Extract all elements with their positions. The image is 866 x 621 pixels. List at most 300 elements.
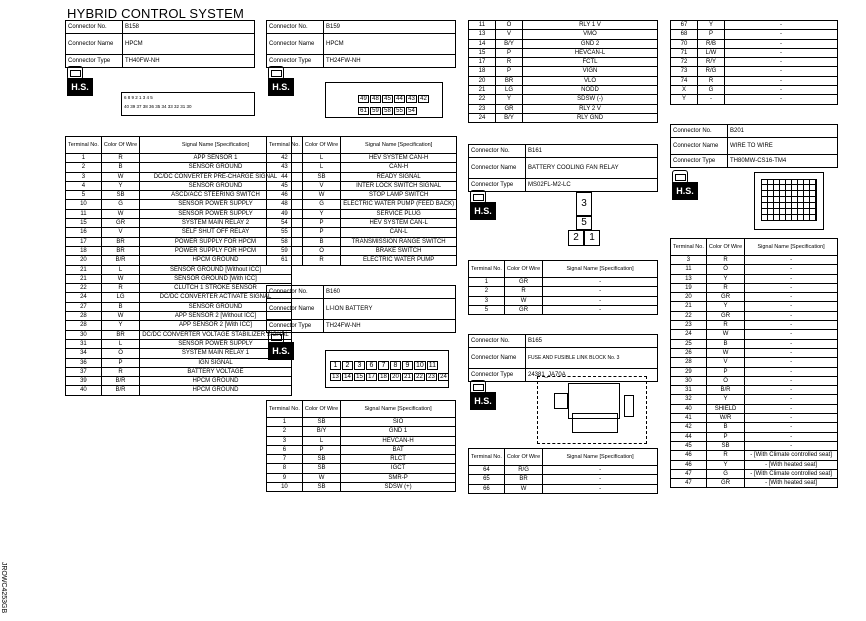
- table-row: [66, 339, 292, 348]
- wire-color: L: [302, 163, 340, 172]
- terminal-number: 20: [671, 293, 707, 302]
- hs-icon: H.S.: [470, 190, 496, 220]
- signal-name: SENSOR GROUND [With ICC]: [140, 274, 292, 283]
- pin-label: 7: [378, 361, 389, 370]
- table-row: [267, 455, 456, 464]
- signal-name: STOP LAMP SWITCH: [341, 191, 457, 200]
- signal-name: SENSOR POWER SUPPLY: [140, 339, 292, 348]
- terminal-number: 20: [469, 76, 496, 85]
- wire-color: P: [706, 432, 744, 441]
- table-row: [267, 256, 457, 265]
- wire-color: G: [698, 86, 725, 95]
- terminal-number: 22: [671, 311, 707, 320]
- wire-color: P: [496, 67, 523, 76]
- wire-color: Y: [302, 209, 340, 218]
- terminal-number: 61: [267, 256, 303, 265]
- signal-name: -: [543, 484, 658, 493]
- table-row: [469, 58, 658, 67]
- b165-connector-face: [537, 376, 647, 444]
- signal-name: APP SENSOR 2 [Without ICC]: [140, 312, 292, 321]
- table-row: [671, 423, 838, 432]
- table-row: [66, 312, 292, 321]
- wire-color: W: [101, 209, 139, 218]
- signal-name: ELECTRIC WATER PUMP: [341, 256, 457, 265]
- terminal-number: 23: [671, 321, 707, 330]
- pin-label: 42: [418, 95, 429, 103]
- b158-connector-face: 6 8 9 2 1 3 4 5 40 39 37 38 36 35 34 33 32 31 30: [121, 92, 255, 116]
- wire-color: R: [706, 256, 744, 265]
- wire-color: W: [101, 172, 139, 181]
- signal-name: -: [745, 423, 838, 432]
- wire-color: P: [302, 228, 340, 237]
- terminal-number: 11: [66, 209, 102, 218]
- pin-label: 24: [438, 373, 449, 381]
- table-row: [66, 358, 292, 367]
- wire-color: BR: [101, 330, 139, 339]
- b201-terminal-table-top: [670, 20, 838, 105]
- signal-name: -: [745, 386, 838, 395]
- terminal-number: 67: [671, 21, 698, 30]
- signal-name: -: [725, 48, 838, 57]
- signal-name: - [With heated seat]: [745, 460, 838, 469]
- table-row: [66, 172, 292, 181]
- b165-header: Connector No. B165 Connector Name FUSE AND FUSIBLE LINK BLOCK No. 3 Connector Type 24381_JA70A: [468, 334, 658, 382]
- terminal-number: Y: [671, 95, 698, 104]
- b158-terminal-table: Terminal No. Color Of Wire Signal Name [Specification] 1 R APP SENSOR 1 2 B SENSOR GROUND 3 W DC/DC CONVERTER PRE-CHARGE SIGNAL 4 Y SENSOR GROUND 5 SB ASCD/ACC STEERING SWITCH 10 G SENSOR POWER SUPPLY 11 W SENSOR POWER SUPPLY 15 GR SYSTEM MAIN RELAY 2 16 V SELF SHUT OFF RELAY 17 BR POWER SUPPLY FOR HPCM 18 BR POWER SUPPLY FOR HPCM 20 B/R HPCM GROUND 21 L SENSOR GROUND [Without ICC] 21 W SENSOR GROUND [With ICC] 22 R CLUTCH 1 STROKE SENSOR 24 LG DC/DC CONVERTER ACTIVATE SIGNAL 27 B SENSOR GROUND 28 W APP SENSOR 2 [Without ICC] 28 Y APP SENSOR 2 [With ICC] 30 BR DC/DC CONVERTER VOLTAGE STABILIZER SIGNAL 31 L SENSOR POWER SUPPLY 34 O SYSTEM MAIN RELAY 1 36 P IGN SIGNAL 37 R BATTERY VOLTAGE 39 B/R HPCM GROUND 40 B/R HPCM GROUND: [65, 136, 292, 396]
- terminal-number: 28: [66, 312, 102, 321]
- terminal-number: 15: [469, 48, 496, 57]
- terminal-number: 65: [469, 475, 505, 484]
- table-row: [469, 113, 658, 122]
- document-code: JROWC4253GB: [0, 561, 8, 614]
- table-row: [267, 418, 456, 427]
- wire-color: BR: [504, 475, 542, 484]
- wire-color: SB: [302, 172, 340, 181]
- table-row: [267, 483, 456, 492]
- signal-name: DC/DC CONVERTER VOLTAGE STABILIZER SIGNAL: [140, 330, 292, 339]
- table-row: [66, 349, 292, 358]
- terminal-number: 44: [267, 172, 303, 181]
- terminal-number: 54: [267, 219, 303, 228]
- signal-name: -: [745, 414, 838, 423]
- signal-name: -: [745, 311, 838, 320]
- table-row: [671, 348, 838, 357]
- pin-label: 59: [370, 107, 381, 115]
- terminal-number: 21: [671, 302, 707, 311]
- wire-color: R/Y: [698, 58, 725, 67]
- table-row: [267, 473, 456, 482]
- table-row: [671, 67, 838, 76]
- table-row: [66, 209, 292, 218]
- table-row: [469, 287, 658, 296]
- wire-color: SHIELD: [706, 404, 744, 413]
- terminal-number: 13: [469, 30, 496, 39]
- signal-name: IGN SIGNAL: [140, 358, 292, 367]
- signal-name: -: [543, 466, 658, 475]
- wire-color: R: [706, 321, 744, 330]
- pin-label: 22: [414, 373, 425, 381]
- terminal-number: 14: [469, 39, 496, 48]
- table-row: [671, 395, 838, 404]
- table-row: [469, 95, 658, 104]
- terminal-number: 42: [267, 154, 303, 163]
- table-row: [671, 21, 838, 30]
- terminal-number: 47: [671, 469, 707, 478]
- table-row: [671, 321, 838, 330]
- wire-color: Y: [698, 21, 725, 30]
- wire-color: BR: [101, 246, 139, 255]
- terminal-number: 44: [671, 432, 707, 441]
- wire-color: B/Y: [496, 113, 523, 122]
- signal-name: - [With Climate controlled seat]: [745, 469, 838, 478]
- pin-label: 45: [382, 95, 393, 103]
- wire-color: R/G: [504, 466, 542, 475]
- signal-name: SYSTEM MAIN RELAY 2: [140, 219, 292, 228]
- pin-label: 21: [402, 373, 413, 381]
- pin-label: 10: [416, 362, 424, 369]
- table-row: [66, 154, 292, 163]
- terminal-number: 18: [66, 246, 102, 255]
- wire-color: Y: [101, 321, 139, 330]
- terminal-number: 37: [66, 367, 102, 376]
- wire-color: LG: [101, 293, 139, 302]
- wire-color: B: [706, 339, 744, 348]
- wire-color: Y: [706, 302, 744, 311]
- hs-icon: H.S.: [268, 330, 294, 360]
- pin-label: 55: [394, 107, 405, 115]
- table-row: [469, 305, 658, 314]
- terminal-number: 19: [671, 283, 707, 292]
- wire-color: W/R: [706, 414, 744, 423]
- wire-color: B: [706, 423, 744, 432]
- signal-name: INTER LOCK SWITCH SIGNAL: [341, 181, 457, 190]
- table-row: [66, 293, 292, 302]
- terminal-number: 70: [671, 39, 698, 48]
- table-row: [66, 246, 292, 255]
- pin-label: 11: [428, 362, 437, 369]
- terminal-number: 28: [66, 321, 102, 330]
- wire-color: O: [101, 349, 139, 358]
- terminal-number: 72: [671, 58, 698, 67]
- table-row: [66, 237, 292, 246]
- b160-terminal-table-continued: [468, 20, 658, 123]
- signal-name: POWER SUPPLY FOR HPCM: [140, 237, 292, 246]
- table-row: [267, 219, 457, 228]
- terminal-number: 1: [267, 418, 303, 427]
- terminal-number: 55: [267, 228, 303, 237]
- terminal-number: 34: [66, 349, 102, 358]
- terminal-number: 45: [267, 181, 303, 190]
- wire-color: R: [504, 287, 542, 296]
- terminal-number: 3: [671, 256, 707, 265]
- table-row: [66, 256, 292, 265]
- wire-color: SB: [101, 191, 139, 200]
- wire-color: GR: [706, 293, 744, 302]
- wire-color: B/Y: [496, 39, 523, 48]
- table-row: [267, 445, 456, 454]
- pin-label: 6: [366, 361, 377, 370]
- table-row: [469, 86, 658, 95]
- signal-name: -: [745, 283, 838, 292]
- terminal-number: 24: [469, 113, 496, 122]
- table-row: [671, 441, 838, 450]
- wire-color: GR: [706, 479, 744, 488]
- wire-color: W: [101, 312, 139, 321]
- terminal-number: 3: [66, 172, 102, 181]
- wire-color: W: [706, 330, 744, 339]
- table-row: [671, 330, 838, 339]
- signal-name: CLUTCH 1 STROKE SENSOR: [140, 284, 292, 293]
- table-row: [671, 311, 838, 320]
- wire-color: O: [706, 376, 744, 385]
- table-row: [671, 293, 838, 302]
- signal-name: BATTERY VOLTAGE: [140, 367, 292, 376]
- terminal-number: 31: [671, 386, 707, 395]
- pin-label: 58: [382, 107, 393, 115]
- wire-color: SB: [302, 418, 340, 427]
- wire-color: P: [101, 358, 139, 367]
- signal-name: APP SENSOR 1: [140, 154, 292, 163]
- b161-header: Connector No. B161 Connector Name BATTERY COOLING FAN RELAY Connector Type MS02FL-M2-LC: [468, 144, 658, 192]
- terminal-number: 8: [267, 464, 303, 473]
- pin-label: 9: [402, 361, 413, 370]
- signal-name: VIGN: [523, 67, 658, 76]
- signal-name: -: [745, 302, 838, 311]
- wire-color: B/R: [101, 256, 139, 265]
- signal-name: SELF SHUT OFF RELAY: [140, 228, 292, 237]
- wire-color: B: [101, 163, 139, 172]
- signal-name: -: [543, 475, 658, 484]
- signal-name: -: [745, 339, 838, 348]
- signal-name: -: [745, 358, 838, 367]
- signal-name: SDSW (-): [523, 95, 658, 104]
- signal-name: HPCM GROUND: [140, 386, 292, 395]
- terminal-number: 22: [469, 95, 496, 104]
- wire-color: Y: [496, 95, 523, 104]
- signal-name: RLY 2 V: [523, 104, 658, 113]
- table-row: [671, 376, 838, 385]
- table-row: [66, 377, 292, 386]
- table-row: [671, 86, 838, 95]
- wire-color: GR: [101, 219, 139, 228]
- b160-terminal-table: Terminal No. Color Of Wire Signal Name [Specification] 1 SB SIO 2 B/Y GND 1 3 L HEVCAN-H 6 P BAT 7 SB RLCT 8 SB IGCT 9 W SMR-P 10 SB SDSW (+): [266, 400, 456, 492]
- signal-name: IGCT: [341, 464, 456, 473]
- table-row: [267, 172, 457, 181]
- wire-color: W: [302, 473, 340, 482]
- terminal-number: 25: [671, 339, 707, 348]
- wire-color: W: [302, 191, 340, 200]
- terminal-number: 41: [671, 414, 707, 423]
- signal-name: -: [745, 367, 838, 376]
- terminal-number: 40: [671, 404, 707, 413]
- terminal-number: 49: [267, 209, 303, 218]
- hs-icon: H.S.: [672, 170, 698, 200]
- b160-connector-face: [325, 350, 449, 388]
- pin-label: 1: [330, 361, 341, 370]
- signal-name: HPCM GROUND: [140, 256, 292, 265]
- wire-color: P: [302, 219, 340, 228]
- wire-color: B/R: [101, 386, 139, 395]
- table-row: [671, 39, 838, 48]
- wire-color: L: [101, 265, 139, 274]
- terminal-number: 43: [267, 163, 303, 172]
- signal-name: -: [745, 376, 838, 385]
- wire-color: G: [302, 200, 340, 209]
- table-row: [671, 95, 838, 104]
- table-row: [66, 302, 292, 311]
- terminal-number: 29: [671, 367, 707, 376]
- table-row: [267, 237, 457, 246]
- signal-name: HEV SYSTEM CAN-H: [341, 154, 457, 163]
- wire-color: O: [302, 246, 340, 255]
- wire-color: B/R: [706, 386, 744, 395]
- wire-color: GR: [706, 311, 744, 320]
- terminal-number: 21: [66, 265, 102, 274]
- wire-color: SB: [706, 441, 744, 450]
- table-row: [66, 330, 292, 339]
- terminal-number: 39: [66, 377, 102, 386]
- terminal-number: 73: [671, 67, 698, 76]
- terminal-number: 30: [66, 330, 102, 339]
- terminal-number: 10: [66, 200, 102, 209]
- wire-color: R/G: [698, 67, 725, 76]
- table-row: [469, 39, 658, 48]
- signal-name: HEVCAN-L: [523, 48, 658, 57]
- table-row: [267, 427, 456, 436]
- wire-color: R: [302, 256, 340, 265]
- terminal-number: 48: [267, 200, 303, 209]
- terminal-number: 13: [671, 274, 707, 283]
- pin-label: 14: [342, 373, 353, 381]
- terminal-number: 24: [671, 330, 707, 339]
- table-row: [267, 464, 456, 473]
- wire-color: W: [706, 348, 744, 357]
- signal-name: -: [543, 296, 658, 305]
- wire-color: L/W: [698, 48, 725, 57]
- terminal-number: 58: [267, 237, 303, 246]
- wire-color: GR: [504, 278, 542, 287]
- wire-color: Y: [706, 395, 744, 404]
- pin-label: 8: [390, 361, 401, 370]
- wire-color: W: [504, 296, 542, 305]
- wire-color: GR: [496, 104, 523, 113]
- signal-name: -: [745, 395, 838, 404]
- table-row: [267, 200, 457, 209]
- terminal-number: 45: [671, 441, 707, 450]
- page-title: HYBRID CONTROL SYSTEM: [67, 6, 245, 21]
- wire-color: G: [101, 200, 139, 209]
- b159-connector-face: [325, 82, 443, 118]
- wire-color: R: [101, 367, 139, 376]
- terminal-number: 2: [267, 427, 303, 436]
- pin-label: 44: [394, 95, 405, 103]
- terminal-number: 2: [469, 287, 505, 296]
- pin-label: 18: [378, 373, 389, 381]
- table-row: [671, 256, 838, 265]
- table-row: [671, 451, 838, 460]
- terminal-number: 24: [66, 293, 102, 302]
- table-row: [66, 200, 292, 209]
- wire-color: P: [706, 367, 744, 376]
- table-row: [267, 154, 457, 163]
- terminal-number: 5: [469, 305, 505, 314]
- wire-color: R: [698, 76, 725, 85]
- b160-header: Connector No. B160 Connector Name LI-ION BATTERY Connector Type TH24FW-NH: [266, 285, 456, 333]
- table-row: [66, 367, 292, 376]
- signal-name: APP SENSOR 2 [With ICC]: [140, 321, 292, 330]
- b161-connector-face: 3 5 2 1: [566, 190, 604, 246]
- wire-color: SB: [302, 483, 340, 492]
- signal-name: -: [745, 293, 838, 302]
- b159-terminal-table: Terminal No. Color Of Wire Signal Name [Specification] 42 L HEV SYSTEM CAN-H 43 L CAN-H 44 SB READY SIGNAL 45 V INTER LOCK SWITCH SIGNAL 46 W STOP LAMP SWITCH 48 G ELECTRIC WATER PUMP (FEED BACK) 49 Y SERVICE PLUG 54 P HEV SYSTEM CAN-L 55 P CAN-L 58 B TRANSMISSION RANGE SWITCH 59 O BRAKE SWITCH 61 R ELECTRIC WATER PUMP: [266, 136, 457, 266]
- signal-name: SENSOR GROUND: [140, 302, 292, 311]
- table-row: [267, 246, 457, 255]
- wire-color: W: [504, 484, 542, 493]
- terminal-number: 36: [66, 358, 102, 367]
- table-row: [469, 466, 658, 475]
- terminal-number: 27: [66, 302, 102, 311]
- table-row: [671, 274, 838, 283]
- signal-name: SENSOR POWER SUPPLY: [140, 200, 292, 209]
- terminal-number: 31: [66, 339, 102, 348]
- table-row: [671, 469, 838, 478]
- signal-name: READY SIGNAL: [341, 172, 457, 181]
- terminal-number: 59: [267, 246, 303, 255]
- wire-color: R/B: [698, 39, 725, 48]
- hs-icon: H.S.: [67, 66, 93, 96]
- terminal-number: 10: [267, 483, 303, 492]
- table-row: [66, 219, 292, 228]
- wire-color: Y: [101, 181, 139, 190]
- terminal-number: 74: [671, 76, 698, 85]
- terminal-number: 15: [66, 219, 102, 228]
- signal-name: GND 1: [341, 427, 456, 436]
- signal-name: TRANSMISSION RANGE SWITCH: [341, 237, 457, 246]
- terminal-number: 23: [469, 104, 496, 113]
- wire-color: O: [706, 265, 744, 274]
- table-row: [671, 265, 838, 274]
- signal-name: -: [725, 21, 838, 30]
- wire-color: R: [101, 154, 139, 163]
- table-row: [671, 339, 838, 348]
- wire-color: Y: [706, 274, 744, 283]
- terminal-number: 17: [66, 237, 102, 246]
- terminal-number: 66: [469, 484, 505, 493]
- wire-color: L: [302, 436, 340, 445]
- signal-name: -: [725, 86, 838, 95]
- table-row: [469, 278, 658, 287]
- signal-name: ELECTRIC WATER PUMP (FEED BACK): [341, 200, 457, 209]
- terminal-number: 2: [66, 163, 102, 172]
- table-row: [671, 479, 838, 488]
- signal-name: - [With heated seat]: [745, 479, 838, 488]
- signal-name: -: [745, 441, 838, 450]
- table-row: [66, 265, 292, 274]
- b165-terminal-table: Terminal No. Color Of Wire Signal Name [Specification] 64 R/G - 65 BR - 66 W -: [468, 448, 658, 494]
- pin-label: 3: [354, 361, 365, 370]
- table-row: [671, 58, 838, 67]
- terminal-number: 3: [469, 296, 505, 305]
- table-row: [66, 163, 292, 172]
- terminal-number: 68: [671, 30, 698, 39]
- signal-name: -: [543, 305, 658, 314]
- wire-color: GR: [504, 305, 542, 314]
- terminal-number: 3: [267, 436, 303, 445]
- wire-color: R: [706, 451, 744, 460]
- signal-name: -: [543, 278, 658, 287]
- table-row: [671, 283, 838, 292]
- signal-name: CAN-H: [341, 163, 457, 172]
